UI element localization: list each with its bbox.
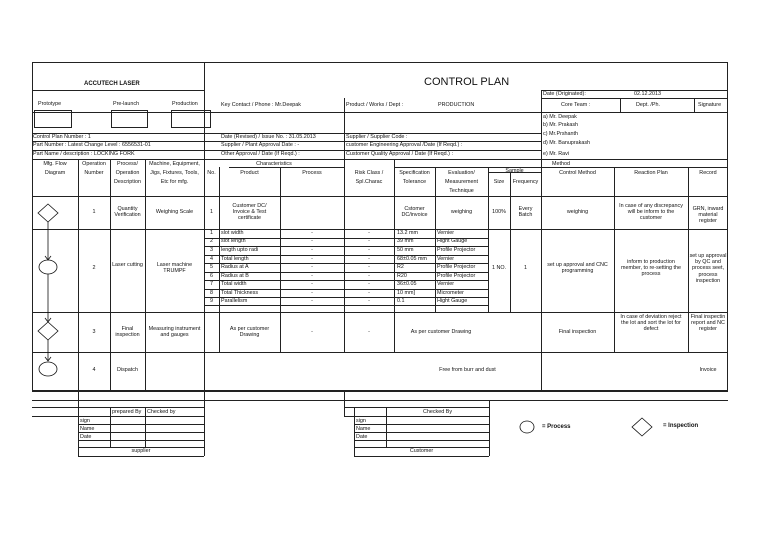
- legend-inspection-label: = Inspection: [663, 423, 699, 429]
- op4-note: Free from burr and dust: [439, 367, 496, 373]
- table-row-no: 3: [210, 247, 213, 253]
- col-process-operation: Process/ Operation Description: [114, 161, 141, 186]
- table-row-process: -: [311, 298, 313, 304]
- production-value: PRODUCTION: [438, 102, 475, 108]
- op3-desc: Final inspection: [115, 326, 140, 339]
- key-contact: Key Contact / Phone : Mr.Deepak: [221, 102, 302, 108]
- prepared-by-label: prepared By: [112, 409, 142, 415]
- col-machine: Machine, Equipment, Jigs, Fixtures, Tools, Etc for mfg.: [149, 161, 200, 186]
- table-row-risk: -: [368, 298, 370, 304]
- col-characteristics: Characteristics: [256, 161, 292, 167]
- checked-by-label: Checked by: [147, 409, 176, 415]
- op1-machine: Weighing Scale: [155, 209, 194, 215]
- table-row-product: Total width: [221, 281, 247, 287]
- table-row-product: slot width: [221, 230, 244, 236]
- table-row-risk: -: [368, 256, 370, 262]
- dept-ph-label: Dept. /Ph.: [636, 102, 660, 108]
- op1-spec: Cstomer DC/invoice: [401, 206, 428, 219]
- table-row-process: -: [311, 238, 313, 244]
- table-row-process: -: [311, 290, 313, 296]
- table-row-eval: Profile Projector: [437, 264, 476, 270]
- table-row-process: -: [311, 273, 313, 279]
- page-title: CONTROL PLAN: [424, 76, 510, 88]
- col-risk-class: Risk Class / Spl.Charac: [354, 170, 384, 186]
- table-row-process: -: [311, 281, 313, 287]
- table-row-process: -: [311, 230, 313, 236]
- table-row-no: 1: [210, 230, 213, 236]
- table-row-spec: 39 mm: [397, 238, 414, 244]
- op2-size: 1 NO.: [491, 265, 507, 271]
- table-row-spec: 50 mm: [397, 247, 414, 253]
- col-control-method: Control Method: [559, 170, 596, 176]
- legend-inspection-diamond-icon: [632, 418, 652, 436]
- table-row-product: Radius at B: [221, 273, 249, 279]
- col-evaluation: Evaluation/ Measurement Technique: [445, 170, 478, 195]
- op2-frequency: 1: [524, 265, 527, 271]
- op3-number: 3: [92, 329, 96, 335]
- name-label: Name: [356, 426, 371, 432]
- table-row-spec: 68±0.05 mm: [397, 256, 427, 262]
- table-row-product: Parallelism: [221, 298, 248, 304]
- table-row-no: 4: [210, 256, 213, 262]
- legend-process-label: = Process: [542, 424, 571, 430]
- op1-frequency: Every Batch: [518, 206, 533, 219]
- table-row-spec: R2: [397, 264, 404, 270]
- table-row-spec: 13.2 mm: [397, 230, 418, 236]
- team-member: e) Mr. Ravi: [543, 151, 570, 157]
- op3-risk: -: [368, 329, 370, 335]
- op1-no: 1: [210, 209, 213, 215]
- op1-reaction: In case of any discrepancy will be inform to the customer: [619, 203, 683, 222]
- table-row-eval: Micrometer: [437, 290, 464, 296]
- op3-control: Final inspection: [558, 329, 597, 335]
- op4-number: 4: [92, 367, 96, 373]
- op4-record: Invoice: [699, 367, 717, 373]
- team-member: a) Mr. Deepak: [543, 114, 577, 120]
- op2-record: set up approval by QC and process seet, process inspection: [689, 253, 727, 284]
- table-row-no: 5: [210, 264, 213, 270]
- table-row-product: Total Thickness: [221, 290, 259, 296]
- op1-product: Customer DC/ Invoice & Test certificate: [232, 203, 267, 222]
- prototype-label: Prototype: [38, 101, 62, 107]
- supplier-plant-approval: Supplier / Plant Approval Date : -: [221, 142, 300, 148]
- table-row-no: 9: [210, 298, 213, 304]
- op3-product: As per customer Drawing: [229, 326, 270, 339]
- team-member: c) Mr.Prshanth: [543, 131, 579, 137]
- customer-quality-approval: Customer Quality Approval / Date (If Reqd.) :: [346, 151, 453, 157]
- table-row-eval: Vernier: [437, 230, 455, 236]
- table-row-eval: Profile Projector: [437, 247, 476, 253]
- part-number: Part Number : Latest Change Level : 6556531-01: [33, 142, 151, 148]
- table-row-eval: Profile Projector: [437, 273, 476, 279]
- op1-control: weighing: [566, 209, 589, 215]
- table-row-risk: -: [368, 238, 370, 244]
- table-row-no: 2: [210, 238, 213, 244]
- checked-by-customer-label: Checked By: [422, 409, 453, 415]
- core-team-label: Core Team :: [561, 102, 591, 108]
- other-approval: Other Approval / Date (If Reqd.) :: [221, 151, 300, 157]
- op1-number: 1: [92, 209, 96, 215]
- table-row-process: -: [311, 247, 313, 253]
- op2-reaction: inform to production member, to re-setting the process: [621, 259, 681, 278]
- table-row-spec: R20: [397, 273, 407, 279]
- table-row-risk: -: [368, 264, 370, 270]
- team-member: d) Mr. Banuprakash: [543, 140, 591, 146]
- sign-label: sign: [80, 418, 90, 424]
- col-mfg-flow: Mfg. Flow Diagram: [43, 161, 67, 177]
- op2-control: set up approval and CNC programming: [547, 262, 608, 275]
- table-row-product: Radius at A: [221, 264, 249, 270]
- table-row-no: 7: [210, 281, 213, 287]
- table-row-risk: -: [368, 281, 370, 287]
- table-row-product: slot length: [221, 238, 246, 244]
- col-method: Method: [552, 161, 570, 167]
- op3-reaction: In case of deviation reject the lot and sort the lot for defect: [620, 314, 682, 333]
- table-row-eval: Vernier: [437, 256, 455, 262]
- table-row-product: Total length: [221, 256, 249, 262]
- table-row-spec: 10 mm]: [397, 290, 415, 296]
- customer-label: Customer: [409, 448, 434, 454]
- table-row-no: 6: [210, 273, 213, 279]
- name-label: Name: [80, 426, 95, 432]
- col-frequency: Frequency: [512, 179, 539, 185]
- op1-eval: weighing: [450, 209, 473, 215]
- op3-spec-eval: As per customer Drawing: [410, 329, 472, 335]
- op2-number: 2: [92, 265, 96, 271]
- op2-machine: Laser machine TRUMPF: [156, 262, 193, 275]
- op1-record: GRN, inward material register: [692, 206, 724, 225]
- sign-label: sign: [356, 418, 366, 424]
- col-reaction-plan: Reaction Plan: [634, 170, 668, 176]
- date-originated-label: Date (Originated):: [543, 91, 586, 97]
- table-row-product: length upto radi: [221, 247, 259, 253]
- table-row-eval: Hight Gauge: [437, 238, 468, 244]
- product-works-dept: Product / Works / Dept :: [346, 102, 404, 108]
- date-originated-value: 02.12.2013: [634, 91, 661, 97]
- table-row-risk: -: [368, 290, 370, 296]
- op4-desc: Dispatch: [117, 367, 138, 373]
- prelaunch-label: Pre-launch: [113, 101, 140, 107]
- col-operation-number: Operation Number: [82, 161, 106, 177]
- col-process: Process: [302, 170, 322, 176]
- col-record: Record: [699, 170, 717, 176]
- col-product: Product: [240, 170, 259, 176]
- supplier-label: supplier: [131, 448, 151, 454]
- col-sample: Sample: [505, 168, 524, 174]
- date-revised: Date (Revised) / Issue No. : 31.05.2013: [221, 134, 316, 140]
- production-label: Production: [172, 101, 198, 107]
- col-no: No.: [207, 170, 216, 176]
- op3-process: -: [311, 329, 313, 335]
- date-label: Date: [356, 434, 368, 440]
- table-row-risk: -: [368, 247, 370, 253]
- customer-eng-approval: customer Engineering Approval /Date (If Reqd.) :: [346, 142, 463, 148]
- supplier-code: Supplier / Supplier Code :: [346, 134, 408, 140]
- op2-desc: Laser cutting: [112, 262, 143, 268]
- legend-process-circle-icon: [520, 421, 534, 433]
- table-row-risk: -: [368, 230, 370, 236]
- op3-record: Final inspectin report and NC register: [690, 314, 726, 333]
- part-name: Part Name / description : LOCKING FORK: [33, 151, 135, 157]
- table-row-eval: Hight Gauge: [437, 298, 468, 304]
- table-row-spec: 0.1: [397, 298, 405, 304]
- table-row-process: -: [311, 264, 313, 270]
- col-size: Size: [493, 179, 505, 185]
- control-plan-number: Control Plan Number : 1: [33, 134, 91, 140]
- op1-desc: Quantity Verification: [114, 206, 141, 219]
- table-row-process: -: [311, 256, 313, 262]
- table-row-risk: -: [368, 273, 370, 279]
- company-name: ACCUTECH LASER: [84, 81, 140, 87]
- op3-machine: Measuring instrument and gauges: [148, 326, 201, 339]
- table-row-spec: 36±0.05: [397, 281, 417, 287]
- table-row-eval: Vernier: [437, 281, 455, 287]
- date-label: Date: [80, 434, 92, 440]
- col-specification: Specification Tolerance: [399, 170, 430, 186]
- signature-label: Signature: [698, 102, 722, 108]
- op1-size: 100%: [492, 209, 506, 215]
- table-row-no: 8: [210, 290, 213, 296]
- team-member: b) Mr. Prakash: [543, 122, 579, 128]
